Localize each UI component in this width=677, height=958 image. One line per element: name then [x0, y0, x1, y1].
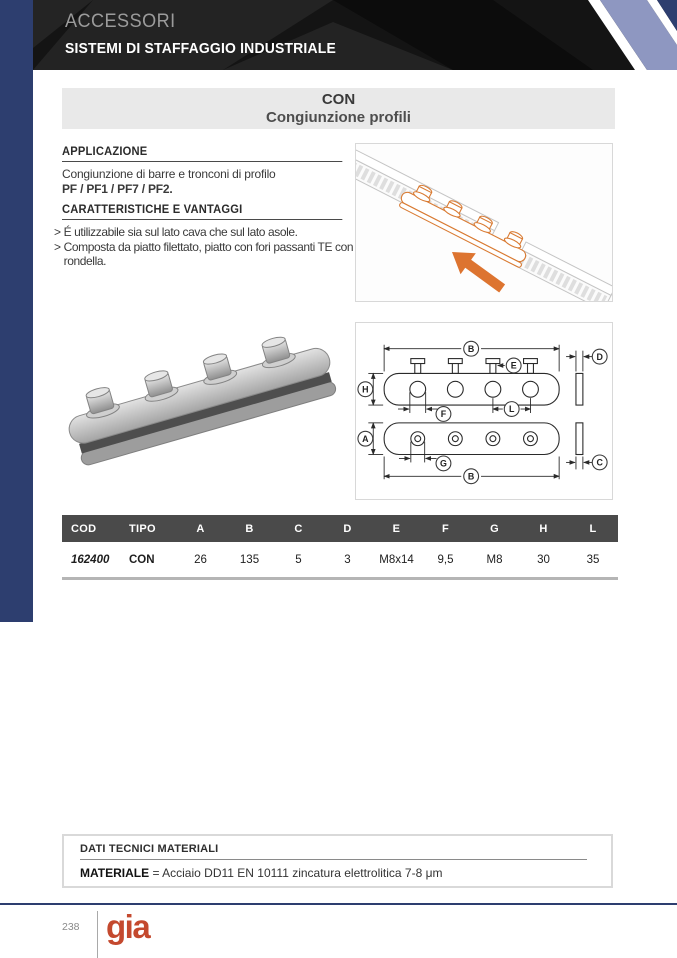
- application-section: [62, 146, 351, 196]
- col-header-tipo: TIPO: [120, 515, 176, 542]
- bullet-marker: >: [54, 239, 61, 254]
- technical-drawing: [356, 323, 612, 499]
- svg-text:H: H: [362, 384, 369, 395]
- svg-text:E: E: [510, 360, 517, 371]
- col-header-b: B: [225, 515, 274, 542]
- cell-g: M8: [470, 542, 519, 579]
- material-label: MATERIALE: [80, 866, 150, 880]
- svg-text:C: C: [596, 457, 603, 468]
- feature-text: É utilizzabile sia sul lato cava che sul lato asole.: [63, 225, 298, 239]
- bullet-marker: >: [54, 225, 61, 239]
- cell-a: 26: [176, 542, 225, 579]
- svg-text:G: G: [440, 458, 447, 469]
- cell-l: 35: [568, 542, 618, 579]
- cell-tipo: CON: [120, 542, 176, 579]
- installation-illustration: [356, 144, 612, 301]
- application-text: Congiunzione di barre e tronconi di profilo: [62, 167, 276, 181]
- col-header-e: E: [372, 515, 421, 542]
- svg-text:B: B: [467, 471, 475, 482]
- materials-heading: DATI TECNICI MATERIALI: [80, 843, 587, 860]
- installation-illustration-box: [355, 143, 613, 302]
- col-header-g: G: [470, 515, 519, 542]
- cell-e: M8x14: [372, 542, 421, 579]
- svg-text:B: B: [467, 343, 475, 354]
- materials-box: [62, 834, 613, 888]
- page-header: [33, 0, 677, 70]
- svg-text:A: A: [362, 433, 369, 444]
- spec-table: [62, 515, 618, 580]
- application-profiles: PF / PF1 / PF7 / PF2.: [62, 181, 173, 196]
- footer-divider: [97, 911, 98, 958]
- col-header-l: L: [568, 515, 618, 542]
- table-row: [62, 542, 618, 579]
- cell-d: 3: [323, 542, 372, 579]
- svg-text:L: L: [508, 404, 515, 415]
- cell-cod: 162400: [62, 542, 120, 579]
- application-heading: APPLICAZIONE: [62, 146, 342, 162]
- table-header-row: [62, 515, 618, 542]
- product-title-box: [62, 88, 615, 129]
- header-subtitle: SISTEMI DI STAFFAGGIO INDUSTRIALE: [65, 40, 336, 57]
- header-category: ACCESSORI: [65, 11, 176, 32]
- footer-rule: [0, 903, 677, 905]
- feature-item: [54, 240, 360, 269]
- cell-c: 5: [274, 542, 323, 579]
- product-name-subtitle: Congiunzione profili: [266, 108, 411, 126]
- features-section: [54, 204, 354, 269]
- gia-logo: gia: [106, 908, 150, 945]
- material-spec: [80, 866, 595, 880]
- cell-b: 135: [225, 542, 274, 579]
- page-number: 238: [62, 921, 80, 933]
- col-header-f: F: [421, 515, 470, 542]
- svg-text:F: F: [440, 409, 447, 420]
- features-heading: CARATTERISTICHE E VANTAGGI: [62, 204, 342, 220]
- cell-f: 9,5: [421, 542, 470, 579]
- col-header-h: H: [519, 515, 568, 542]
- cell-h: 30: [519, 542, 568, 579]
- feature-item: [54, 225, 360, 240]
- feature-text: Composta da piatto filettato, piatto con fori passanti TE con rondella.: [63, 239, 354, 269]
- product-code-title: CON: [321, 90, 356, 108]
- svg-text:D: D: [596, 351, 603, 362]
- col-header-d: D: [323, 515, 372, 542]
- col-header-cod: COD: [62, 515, 120, 542]
- left-accent-bar: [0, 0, 33, 622]
- col-header-c: C: [274, 515, 323, 542]
- material-value: = Acciaio DD11 EN 10111 zincatura elettrolitica 7-8 μm: [152, 866, 443, 880]
- technical-drawing-box: [355, 322, 613, 500]
- product-photo: [58, 320, 353, 505]
- col-header-a: A: [176, 515, 225, 542]
